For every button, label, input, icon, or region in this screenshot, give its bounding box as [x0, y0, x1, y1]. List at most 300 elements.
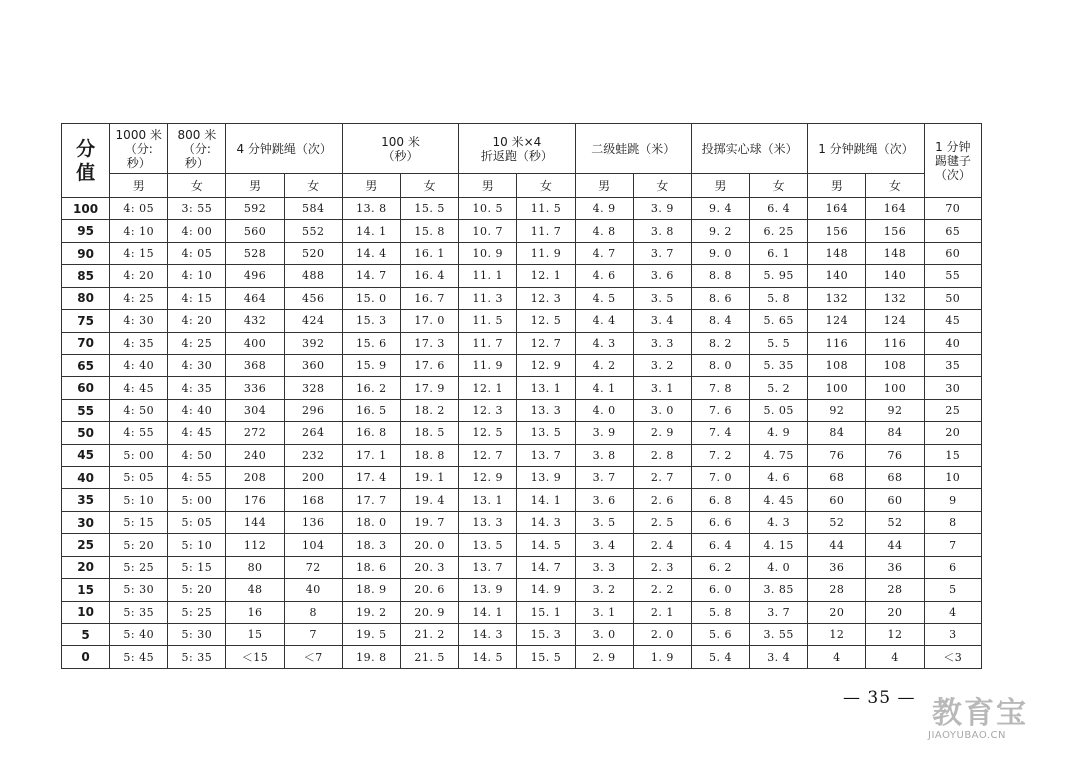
score-cell: 90	[62, 242, 110, 264]
table-cell: 10	[924, 467, 981, 489]
score-cell: 70	[62, 332, 110, 354]
table-cell: 132	[808, 287, 866, 309]
table-cell: 4: 10	[168, 265, 226, 287]
table-cell: 15	[226, 624, 284, 646]
table-cell: 6. 8	[691, 489, 749, 511]
table-cell: 4: 55	[168, 467, 226, 489]
table-cell: 16. 2	[342, 377, 400, 399]
table-cell: 3. 2	[633, 354, 691, 376]
watermark-logo	[910, 688, 1060, 750]
table-cell: 13. 7	[517, 444, 575, 466]
table-cell: 80	[226, 556, 284, 578]
table-cell: 4. 0	[750, 556, 808, 578]
gender-female: 女	[750, 174, 808, 198]
table-row	[62, 377, 982, 399]
table-cell: 3: 55	[168, 198, 226, 220]
table-cell: 12	[866, 624, 924, 646]
table-cell: 4. 9	[575, 198, 633, 220]
table-cell: 240	[226, 444, 284, 466]
table-cell: 13. 5	[459, 534, 517, 556]
table-cell: 4: 50	[110, 399, 168, 421]
table-cell: 5. 65	[750, 310, 808, 332]
table-row	[62, 646, 982, 668]
table-cell: 8	[924, 511, 981, 533]
table-cell: 12. 9	[517, 354, 575, 376]
table-cell: 11. 9	[459, 354, 517, 376]
table-row	[62, 556, 982, 578]
table-cell: 16. 1	[401, 242, 459, 264]
table-cell: 4. 75	[750, 444, 808, 466]
score-cell: 5	[62, 624, 110, 646]
table-cell: 4. 5	[575, 287, 633, 309]
table-row	[62, 511, 982, 533]
table-row	[62, 489, 982, 511]
table-cell: 4. 7	[575, 242, 633, 264]
table-cell: 17. 0	[401, 310, 459, 332]
table-cell: 15. 9	[342, 354, 400, 376]
table-row	[62, 422, 982, 444]
table-cell: 15. 1	[517, 601, 575, 623]
gender-male: 男	[226, 174, 284, 198]
table-cell: 52	[808, 511, 866, 533]
table-cell: 15. 8	[401, 220, 459, 242]
table-cell: 5: 10	[168, 534, 226, 556]
table-cell: 76	[808, 444, 866, 466]
score-cell: 25	[62, 534, 110, 556]
table-cell: 4: 25	[110, 287, 168, 309]
table-row	[62, 220, 982, 242]
table-cell: 14. 7	[517, 556, 575, 578]
table-cell: 552	[284, 220, 342, 242]
table-cell: 12. 5	[459, 422, 517, 444]
table-cell: ＜3	[924, 646, 981, 668]
table-cell: 50	[924, 287, 981, 309]
table-cell: 8	[284, 601, 342, 623]
score-column-header: 分 值	[62, 124, 110, 198]
header-shuttle-run: 10 米×4 折返跑（秒）	[459, 124, 575, 174]
table-cell: 5: 20	[168, 579, 226, 601]
table-cell: 4: 45	[110, 377, 168, 399]
table-row	[62, 601, 982, 623]
table-row	[62, 444, 982, 466]
gender-male: 男	[110, 174, 168, 198]
table-cell: 3. 5	[575, 511, 633, 533]
table-cell: 17. 7	[342, 489, 400, 511]
score-cell: 35	[62, 489, 110, 511]
watermark-domain: JIAOYUBAO.CN	[928, 730, 1006, 741]
table-cell: 11. 3	[459, 287, 517, 309]
table-cell: 18. 3	[342, 534, 400, 556]
table-cell: 6. 6	[691, 511, 749, 533]
table-cell: 14. 1	[459, 601, 517, 623]
table-cell: 84	[808, 422, 866, 444]
table-cell: 3. 8	[633, 220, 691, 242]
table-cell: 3. 1	[633, 377, 691, 399]
table-cell: 232	[284, 444, 342, 466]
table-cell: 4: 50	[168, 444, 226, 466]
table-cell: 6. 1	[750, 242, 808, 264]
table-cell: 176	[226, 489, 284, 511]
table-cell: 60	[808, 489, 866, 511]
table-cell: 44	[808, 534, 866, 556]
table-cell: 5. 5	[750, 332, 808, 354]
table-cell: 19. 5	[342, 624, 400, 646]
table-cell: 14. 5	[459, 646, 517, 668]
table-cell: 5. 4	[691, 646, 749, 668]
table-cell: ＜15	[226, 646, 284, 668]
table-cell: 15. 6	[342, 332, 400, 354]
gender-female: 女	[517, 174, 575, 198]
gender-female: 女	[168, 174, 226, 198]
table-cell: 12. 3	[517, 287, 575, 309]
table-cell: 16. 7	[401, 287, 459, 309]
table-cell: 304	[226, 399, 284, 421]
table-cell: 8. 4	[691, 310, 749, 332]
table-cell: 36	[808, 556, 866, 578]
table-cell: 360	[284, 354, 342, 376]
table-row	[62, 399, 982, 421]
table-cell: 112	[226, 534, 284, 556]
table-cell: 4: 55	[110, 422, 168, 444]
score-cell: 75	[62, 310, 110, 332]
table-cell: 92	[866, 399, 924, 421]
table-cell: 5: 30	[110, 579, 168, 601]
table-cell: 18. 6	[342, 556, 400, 578]
table-cell: 496	[226, 265, 284, 287]
table-cell: 9. 0	[691, 242, 749, 264]
table-cell: 6	[924, 556, 981, 578]
table-cell: 4. 6	[750, 467, 808, 489]
table-cell: 11. 7	[459, 332, 517, 354]
table-cell: 6. 4	[691, 534, 749, 556]
table-cell: 208	[226, 467, 284, 489]
table-cell: 15	[924, 444, 981, 466]
table-cell: 116	[808, 332, 866, 354]
table-cell: 8. 2	[691, 332, 749, 354]
table-cell: 2. 7	[633, 467, 691, 489]
table-cell: 5: 00	[110, 444, 168, 466]
table-cell: 3. 3	[575, 556, 633, 578]
table-cell: 5	[924, 579, 981, 601]
table-cell: 5. 95	[750, 265, 808, 287]
table-cell: 4. 0	[575, 399, 633, 421]
table-cell: 7. 2	[691, 444, 749, 466]
table-cell: 14. 9	[517, 579, 575, 601]
table-cell: 13. 3	[517, 399, 575, 421]
table-cell: 4: 10	[110, 220, 168, 242]
table-cell: 5: 25	[168, 601, 226, 623]
table-cell: 5. 05	[750, 399, 808, 421]
table-cell: 456	[284, 287, 342, 309]
table-cell: 84	[866, 422, 924, 444]
table-cell: 40	[284, 579, 342, 601]
table-cell: 17. 1	[342, 444, 400, 466]
table-cell: 432	[226, 310, 284, 332]
table-cell: 2. 4	[633, 534, 691, 556]
table-row	[62, 354, 982, 376]
table-cell: 68	[808, 467, 866, 489]
table-cell: 272	[226, 422, 284, 444]
table-cell: 2. 5	[633, 511, 691, 533]
gender-male: 男	[691, 174, 749, 198]
table-cell: 168	[284, 489, 342, 511]
table-cell: 4: 20	[110, 265, 168, 287]
table-cell: 144	[226, 511, 284, 533]
gender-female: 女	[866, 174, 924, 198]
table-row	[62, 534, 982, 556]
table-cell: 11. 5	[459, 310, 517, 332]
table-cell: 76	[866, 444, 924, 466]
table-cell: 5: 15	[110, 511, 168, 533]
table-cell: 368	[226, 354, 284, 376]
table-cell: 14. 4	[342, 242, 400, 264]
gender-male: 男	[459, 174, 517, 198]
table-cell: 5. 35	[750, 354, 808, 376]
table-cell: 2. 8	[633, 444, 691, 466]
table-cell: 19. 1	[401, 467, 459, 489]
table-cell: 5: 35	[110, 601, 168, 623]
table-cell: 100	[808, 377, 866, 399]
table-cell: 45	[924, 310, 981, 332]
table-cell: 18. 8	[401, 444, 459, 466]
table-cell: 5: 35	[168, 646, 226, 668]
table-header	[62, 124, 982, 198]
table-cell: 5: 25	[110, 556, 168, 578]
table-cell: 140	[866, 265, 924, 287]
table-cell: 4: 20	[168, 310, 226, 332]
table-cell: 14. 7	[342, 265, 400, 287]
table-cell: 100	[866, 377, 924, 399]
table-cell: 10. 5	[459, 198, 517, 220]
table-cell: 28	[866, 579, 924, 601]
table-cell: 392	[284, 332, 342, 354]
table-cell: 4: 25	[168, 332, 226, 354]
table-cell: 15. 3	[517, 624, 575, 646]
table-cell: 2. 1	[633, 601, 691, 623]
score-cell: 40	[62, 467, 110, 489]
table-cell: 19. 8	[342, 646, 400, 668]
table-cell: 5: 05	[110, 467, 168, 489]
table-cell: 5. 2	[750, 377, 808, 399]
table-cell: 3. 4	[633, 310, 691, 332]
score-cell: 0	[62, 646, 110, 668]
table-cell: 4. 4	[575, 310, 633, 332]
table-cell: 520	[284, 242, 342, 264]
table-cell: 12. 9	[459, 467, 517, 489]
table-cell: 21. 2	[401, 624, 459, 646]
table-cell: 17. 9	[401, 377, 459, 399]
gender-female: 女	[633, 174, 691, 198]
table-cell: 4: 15	[168, 287, 226, 309]
table-cell: 13. 9	[459, 579, 517, 601]
gender-female: 女	[284, 174, 342, 198]
table-cell: 16. 5	[342, 399, 400, 421]
table-cell: 20. 3	[401, 556, 459, 578]
table-cell: 7	[924, 534, 981, 556]
table-cell: 136	[284, 511, 342, 533]
table-cell: 4: 35	[168, 377, 226, 399]
table-body	[62, 198, 982, 669]
table-cell: 2. 9	[633, 422, 691, 444]
table-cell: 14. 1	[342, 220, 400, 242]
page-number: — 35 —	[843, 688, 916, 708]
table-cell: 6. 4	[750, 198, 808, 220]
table-cell: 1. 9	[633, 646, 691, 668]
table-cell: 16. 4	[401, 265, 459, 287]
table-cell: 3. 6	[575, 489, 633, 511]
table-cell: 5: 00	[168, 489, 226, 511]
table-cell: 11. 9	[517, 242, 575, 264]
score-cell: 65	[62, 354, 110, 376]
table-cell: 7. 8	[691, 377, 749, 399]
table-cell: 4: 40	[110, 354, 168, 376]
table-cell: 124	[866, 310, 924, 332]
table-cell: 18. 0	[342, 511, 400, 533]
table-cell: 4. 2	[575, 354, 633, 376]
watermark-text: 教育宝	[932, 696, 1028, 731]
table-cell: 30	[924, 377, 981, 399]
table-cell: 156	[866, 220, 924, 242]
table-cell: 40	[924, 332, 981, 354]
table-cell: 584	[284, 198, 342, 220]
table-cell: 20. 9	[401, 601, 459, 623]
table-cell: 28	[808, 579, 866, 601]
table-cell: 8. 0	[691, 354, 749, 376]
table-cell: 6. 25	[750, 220, 808, 242]
table-cell: 13. 1	[459, 489, 517, 511]
table-cell: 35	[924, 354, 981, 376]
table-cell: 3. 0	[633, 399, 691, 421]
table-cell: 11. 1	[459, 265, 517, 287]
header-1000m: 1000 米 （分: 秒）	[110, 124, 168, 174]
table-row	[62, 287, 982, 309]
table-cell: 3. 55	[750, 624, 808, 646]
header-row-gender	[62, 174, 982, 198]
table-row	[62, 467, 982, 489]
table-cell: 4	[924, 601, 981, 623]
table-row	[62, 198, 982, 220]
table-cell: 140	[808, 265, 866, 287]
table-cell: 12. 7	[517, 332, 575, 354]
table-row	[62, 242, 982, 264]
table-cell: 3. 7	[633, 242, 691, 264]
table-cell: 3. 6	[633, 265, 691, 287]
table-cell: 3. 4	[575, 534, 633, 556]
table-cell: 10. 9	[459, 242, 517, 264]
table-cell: 7. 4	[691, 422, 749, 444]
header-4min-rope: 4 分钟跳绳（次）	[226, 124, 342, 174]
header-medicine-ball: 投掷实心球（米）	[691, 124, 807, 174]
score-cell: 10	[62, 601, 110, 623]
score-cell: 55	[62, 399, 110, 421]
table-cell: 116	[866, 332, 924, 354]
table-cell: 18. 9	[342, 579, 400, 601]
table-cell: 9. 2	[691, 220, 749, 242]
table-cell: 5: 40	[110, 624, 168, 646]
table-cell: 9	[924, 489, 981, 511]
table-cell: 3	[924, 624, 981, 646]
table-cell: 3. 2	[575, 579, 633, 601]
score-cell: 100	[62, 198, 110, 220]
table-cell: 2. 2	[633, 579, 691, 601]
table-cell: 36	[866, 556, 924, 578]
table-cell: 3. 7	[750, 601, 808, 623]
table-cell: 264	[284, 422, 342, 444]
table-cell: 148	[808, 242, 866, 264]
table-cell: 4	[866, 646, 924, 668]
table-cell: 592	[226, 198, 284, 220]
table-cell: 16. 8	[342, 422, 400, 444]
table-row	[62, 265, 982, 287]
table-cell: 4. 1	[575, 377, 633, 399]
table-cell: 5: 15	[168, 556, 226, 578]
table-cell: 12. 7	[459, 444, 517, 466]
table-cell: 52	[866, 511, 924, 533]
table-cell: 5: 45	[110, 646, 168, 668]
table-cell: 65	[924, 220, 981, 242]
table-cell: 4: 35	[110, 332, 168, 354]
table-cell: 4: 05	[168, 242, 226, 264]
table-cell: 5. 6	[691, 624, 749, 646]
table-cell: 3. 0	[575, 624, 633, 646]
header-1min-rope: 1 分钟跳绳（次）	[808, 124, 924, 174]
table-cell: 2. 6	[633, 489, 691, 511]
table-cell: 296	[284, 399, 342, 421]
table-cell: 60	[866, 489, 924, 511]
score-cell: 85	[62, 265, 110, 287]
table-cell: 60	[924, 242, 981, 264]
table-cell: 4: 45	[168, 422, 226, 444]
gender-female: 女	[401, 174, 459, 198]
table-cell: 7. 6	[691, 399, 749, 421]
table-cell: 92	[808, 399, 866, 421]
table-cell: 19. 2	[342, 601, 400, 623]
table-cell: 3. 85	[750, 579, 808, 601]
table-cell: 13. 8	[342, 198, 400, 220]
table-cell: 7. 0	[691, 467, 749, 489]
table-cell: 5: 20	[110, 534, 168, 556]
table-cell: 44	[866, 534, 924, 556]
table-cell: 18. 2	[401, 399, 459, 421]
table-cell: 18. 5	[401, 422, 459, 444]
table-row	[62, 332, 982, 354]
table-cell: 20	[866, 601, 924, 623]
table-cell: 17. 4	[342, 467, 400, 489]
table-cell: 104	[284, 534, 342, 556]
table-cell: 3. 3	[633, 332, 691, 354]
table-cell: 2. 9	[575, 646, 633, 668]
score-cell: 80	[62, 287, 110, 309]
table-cell: 148	[866, 242, 924, 264]
table-cell: 164	[808, 198, 866, 220]
table-cell: 48	[226, 579, 284, 601]
table-cell: 124	[808, 310, 866, 332]
table-cell: 16	[226, 601, 284, 623]
table-cell: 7	[284, 624, 342, 646]
table-cell: 12	[808, 624, 866, 646]
table-cell: 6. 2	[691, 556, 749, 578]
table-cell: 11. 7	[517, 220, 575, 242]
table-cell: 528	[226, 242, 284, 264]
table-cell: 4: 40	[168, 399, 226, 421]
table-cell: 3. 9	[575, 422, 633, 444]
table-cell: 17. 6	[401, 354, 459, 376]
table-cell: 14. 5	[517, 534, 575, 556]
header-shuttlecock: 1 分钟 踢毽子 （次）	[924, 124, 981, 198]
table-cell: 4. 45	[750, 489, 808, 511]
table-cell: 108	[808, 354, 866, 376]
score-cell: 50	[62, 422, 110, 444]
